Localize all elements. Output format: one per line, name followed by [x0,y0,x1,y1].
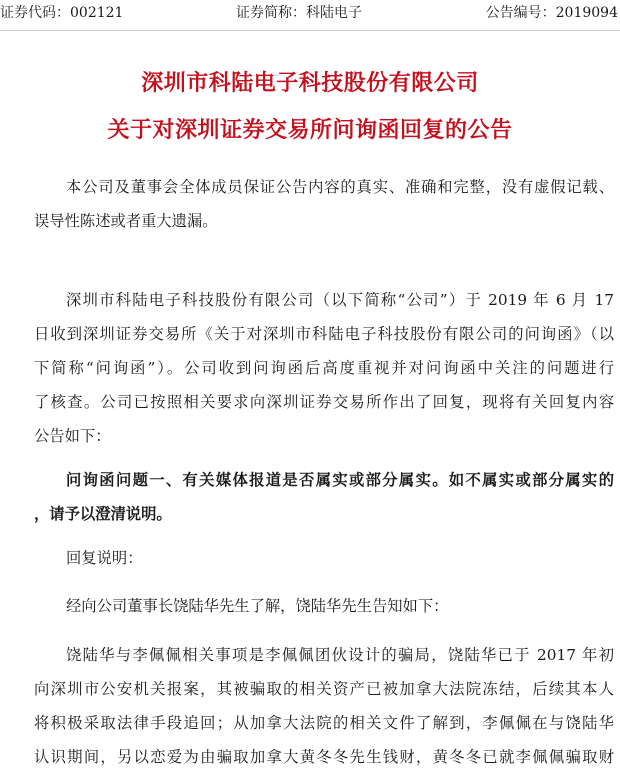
intro-paragraph [34,283,614,453]
intro-line: 了核查。公司已按照相关要求向深圳证券交易所作出了回复，现将有关回复内容 [34,393,614,411]
intro-line: 日收到深圳证券交易所《关于对深圳市科陆电子科技股份有限公司的问询函》（以 [34,325,614,343]
reply-body-paragraph [34,638,614,774]
company-title: 深圳市科陆电子科技股份有限公司 [141,70,479,96]
header-divider [0,30,620,31]
statement-line: 误导性陈述或者重大遗漏。 [34,212,218,230]
reply-label: 回复说明： [66,549,143,567]
reply-body-line: 认识期间，另以恋爱为由骗取加拿大黄冬冬先生钱财，黄冬冬已就李佩佩骗取财 [34,748,614,766]
stock-short-name: 证券简称：科陆电子 [236,5,362,21]
stock-code: 证券代码：002121 [0,5,124,21]
reply-label-paragraph [34,541,614,575]
reply-intro-paragraph [34,589,614,623]
reply-body-line: 向深圳市公安机关报案，其被骗取的相关资产已被加拿大法院冻结，后续其本人 [34,680,614,698]
intro-line: 公告如下： [34,427,111,445]
intro-line: 下简称“问询函”）。公司收到问询函后高度重视并对问询函中关注的问题进行 [34,359,614,377]
statement-line: 本公司及董事会全体成员保证公告内容的真实、准确和完整，没有虚假记载、 [66,178,614,196]
reply-body-line: 饶陆华与李佩佩相关事项是李佩佩团伙设计的骗局，饶陆华已于 2017 年初 [66,646,614,664]
question-one-paragraph [34,463,614,531]
reply-intro: 经向公司董事长饶陆华先生了解，饶陆华先生告知如下： [66,597,449,615]
document-header [0,0,620,26]
statement-paragraph [34,170,614,238]
announcement-title: 关于对深圳证券交易所问询函回复的公告 [107,117,513,143]
reply-body-line: 将积极采取法律手段追回；从加拿大法院的相关文件了解到，李佩佩在与饶陆华 [34,714,614,732]
announcement-number: 公告编号：2019094 [485,5,618,21]
intro-line: 深圳市科陆电子科技股份有限公司（以下简称“公司”）于 2019 年 6 月 17 [66,291,614,309]
question-line: 问询函问题一、有关媒体报道是否属实或部分属实。如不属实或部分属实的 [66,471,614,489]
question-line: ，请予以澄清说明。 [34,505,172,523]
